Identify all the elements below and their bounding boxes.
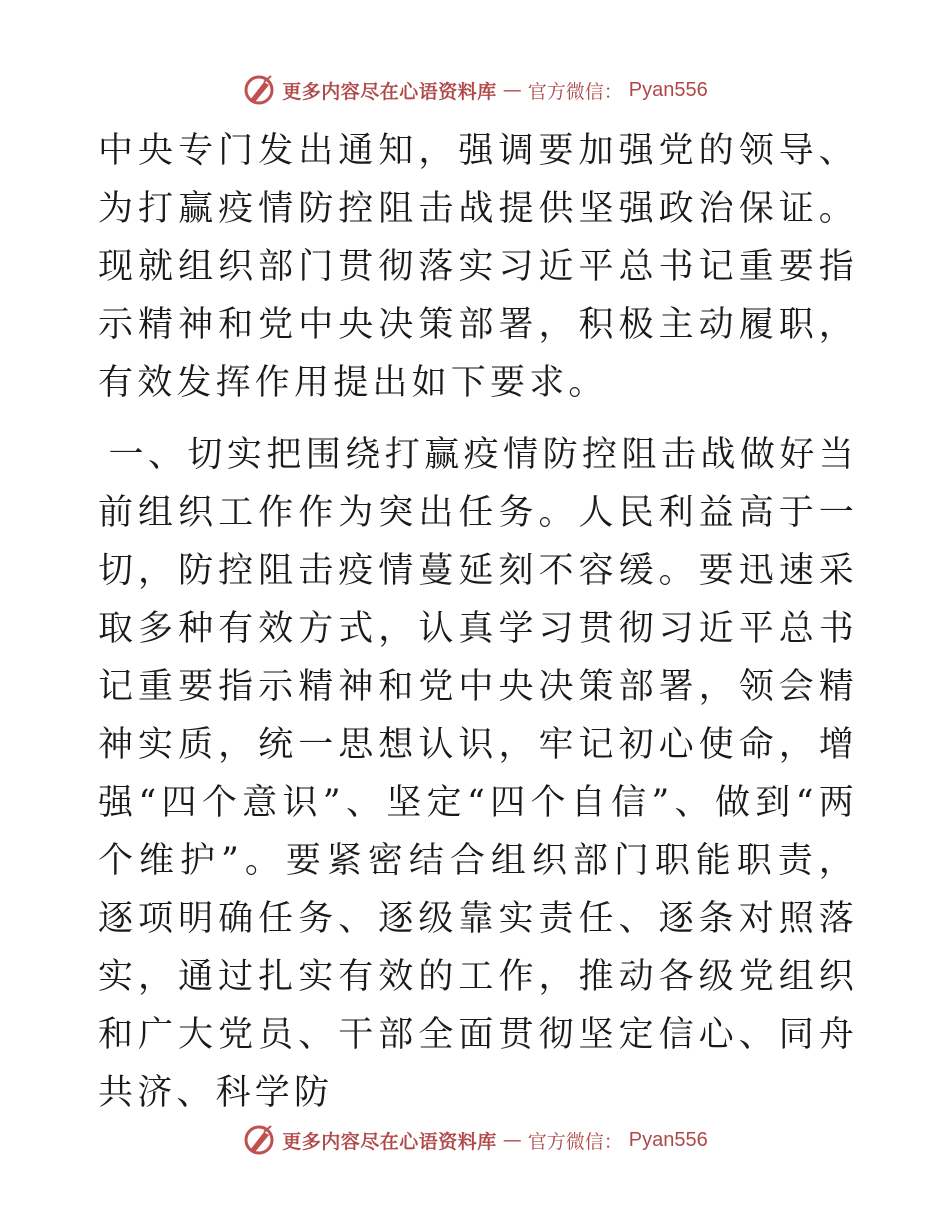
watermark-brand: 更多内容尽在心语资料库	[282, 80, 497, 103]
watermark-brand: 更多内容尽在心语资料库	[282, 1130, 497, 1153]
paragraph-2: 一、切实把围绕打赢疫情防控阻击战做好当前组织工作作为突出任务。人民利益高于一切，防控阻击疫情蔓延刻不容缓。要迅速采取多种有效方式，认真学习贯彻习近平总书记重要指示精神和党中央决策部署，领会精神实质，统一思想认识，牢记初心使命，增强“四个意识”、坚定“四个自信”、做到“两个维护”。要紧密结合组织部门职能职责，逐项明确任务、逐级靠实责任、逐条对照落实，通过扎实有效的工作，推动各级党组织和广大党员、干部全面贯彻坚定信心、同舟共济、科学防	[98, 435, 858, 1113]
watermark-wechat-label: 官方微信：	[527, 1130, 623, 1153]
document-body	[98, 122, 858, 1122]
watermark-separator: —	[502, 1129, 522, 1151]
paragraph-1: 中央专门发出通知，强调要加强党的领导、为打赢疫情防控阻击战提供坚强政治保证。现就组织部门贯彻落实习近平总书记重要指示精神和党中央决策部署，积极主动履职，有效发挥作用提出如下要求。	[98, 131, 858, 403]
watermark-separator: —	[502, 79, 522, 101]
watermark-account: Pyan556	[628, 78, 708, 101]
quill-pen-circle-icon	[242, 73, 276, 107]
quill-pen-circle-icon	[242, 1123, 276, 1157]
watermark-wechat-label: 官方微信：	[527, 80, 623, 103]
footer-watermark	[0, 1120, 950, 1160]
header-watermark	[0, 70, 950, 110]
watermark-account: Pyan556	[628, 1128, 708, 1151]
